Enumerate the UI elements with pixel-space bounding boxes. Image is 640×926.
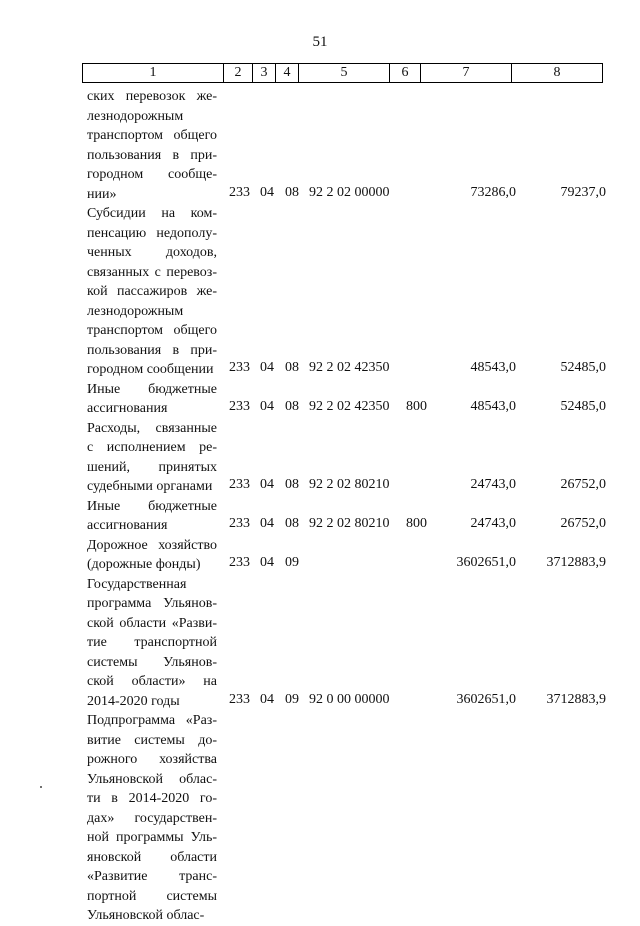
cell-sub: 09 [285,691,299,707]
row-description [87,419,217,497]
cell-adm: 233 [229,360,250,375]
description-line: портной системы [87,888,217,904]
description-line: транспортом общего [87,128,217,143]
cell-sub: 09 [285,555,299,570]
cell-sec: 04 [260,184,274,200]
description-line: Расходы, связанные [87,420,217,436]
cell-v8: 3712883,9 [546,555,606,570]
description-line: городном сообще- [87,167,217,182]
cell-v8: 79237,0 [560,184,606,200]
col-header-4: 4 [276,64,299,83]
cell-v7: 48543,0 [470,399,516,414]
col-header-7: 7 [421,64,512,83]
cell-adm: 233 [229,399,250,414]
cell-sec: 04 [260,516,274,531]
description-line: с исполнением ре- [87,440,217,455]
description-line: программа Ульянов- [87,596,217,611]
cell-v8: 52485,0 [560,399,606,414]
cell-csr: 92 2 02 42350 [309,399,390,414]
cell-sub: 08 [285,399,299,414]
cell-v8: 52485,0 [560,360,606,375]
description-line: 2014-2020 годы [87,693,180,709]
description-line: транспортом общего [87,323,217,338]
cell-vr: 800 [406,399,427,414]
cell-sec: 04 [260,360,274,375]
row-description [87,536,217,575]
cell-v7: 3602651,0 [456,555,516,570]
col-header-6: 6 [390,64,421,83]
col-header-3: 3 [253,64,276,83]
description-line: (дорожные фонды) [87,557,201,572]
cell-v7: 24743,0 [470,477,516,492]
description-line: связанных с перевоз- [87,264,217,280]
description-line: тие транспортной [87,635,217,650]
description-line: лезнодорожным [87,108,184,124]
cell-v7: 48543,0 [470,360,516,375]
description-line: ченных доходов, [87,245,217,260]
cell-csr: 92 2 02 80210 [309,477,390,492]
description-line: витие системы до- [87,732,217,748]
description-line: Ульяновской облас- [87,771,217,787]
col-header-1: 1 [83,64,224,83]
cell-sec: 04 [260,555,274,570]
cell-v7: 24743,0 [470,516,516,531]
row-description [87,575,217,712]
description-line: яновской области [87,849,217,865]
cell-adm: 233 [229,184,250,200]
description-line: ассигнования [87,518,168,533]
cell-sec: 04 [260,477,274,492]
cell-v7: 3602651,0 [456,691,516,707]
cell-v8: 26752,0 [560,516,606,531]
page-number: 51 [312,34,328,50]
cell-sub: 08 [285,477,299,492]
description-line: рожного хозяйства [87,752,217,767]
description-line: Подпрограмма «Раз- [87,713,217,728]
scan-speck [40,786,42,788]
cell-csr: 92 2 02 00000 [309,184,390,200]
row-description [87,87,217,204]
cell-sec: 04 [260,399,274,414]
description-line: «Развитие транс- [87,869,217,884]
cell-vr: 800 [406,516,427,531]
cell-adm: 233 [229,555,250,570]
cell-v7: 73286,0 [470,184,516,200]
cell-sec: 04 [260,691,274,707]
row-description [87,380,217,419]
cell-adm: 233 [229,691,250,707]
cell-sub: 08 [285,360,299,375]
description-line: Иные бюджетные [87,498,217,514]
description-line: Ульяновской облас- [87,908,205,923]
col-header-8: 8 [512,64,603,83]
description-line: Дорожное хозяйство [87,537,217,553]
row-description [87,711,217,926]
description-line: пользования в при- [87,342,217,358]
description-line: ской области «Разви- [87,615,217,631]
cell-sub: 08 [285,184,299,200]
description-line: Государственная [87,576,187,592]
cell-csr: 92 0 00 00000 [309,691,390,707]
description-line: судебными органами [87,479,213,494]
description-line: системы Ульянов- [87,654,217,670]
cell-v8: 3712883,9 [546,691,606,707]
description-line: Иные бюджетные [87,381,217,397]
description-line: ской области» на [87,674,217,689]
description-line: ной программы Уль- [87,830,217,845]
description-line: пенсацию недополу- [87,225,217,241]
cell-sub: 08 [285,516,299,531]
description-line: кой пассажиров же- [87,284,217,299]
description-line: Субсидии на ком- [87,206,217,221]
cell-v8: 26752,0 [560,477,606,492]
cell-csr: 92 2 02 80210 [309,516,390,531]
col-header-2: 2 [224,64,253,83]
description-line: дах» государствен- [87,810,217,826]
description-line: ских перевозок же- [87,89,217,104]
description-line: шений, принятых [87,459,217,475]
cell-csr: 92 2 02 42350 [309,360,390,375]
row-description [87,204,217,380]
description-line: лезнодорожным [87,303,184,319]
description-line: ти в 2014-2020 го- [87,791,217,806]
description-line: пользования в при- [87,147,217,163]
description-line: городном сообщении [87,362,214,377]
col-header-5: 5 [299,64,390,83]
row-description [87,497,217,536]
description-line: нии» [87,186,117,202]
cell-adm: 233 [229,516,250,531]
cell-adm: 233 [229,477,250,492]
description-line: ассигнования [87,401,168,416]
